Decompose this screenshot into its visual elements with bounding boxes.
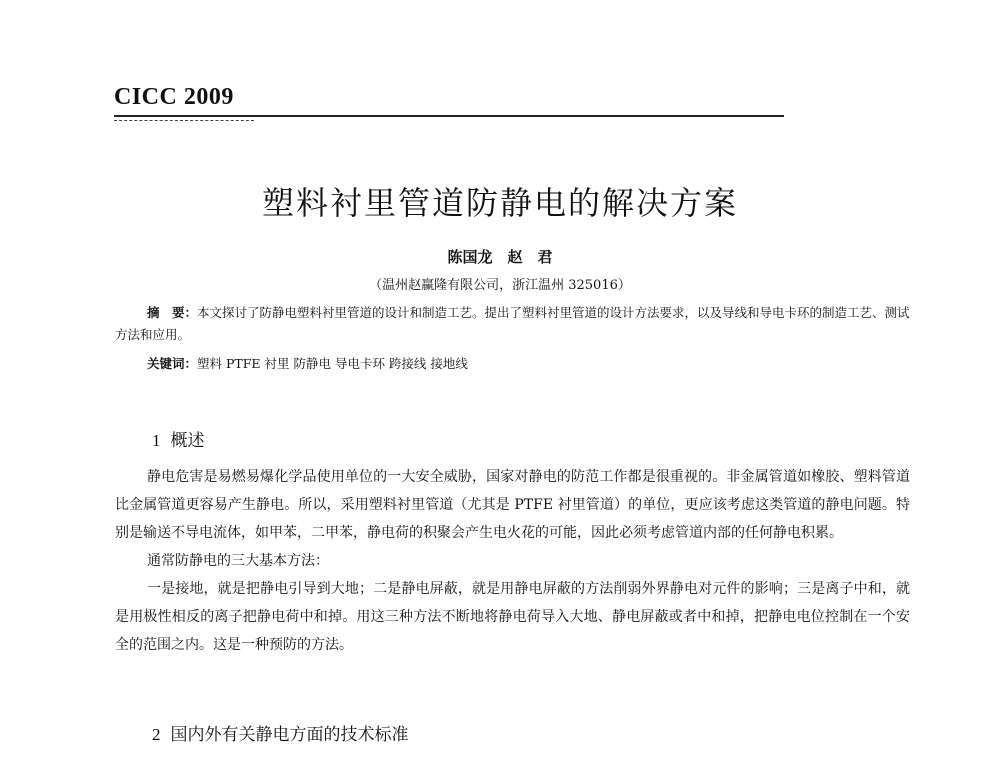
keywords [147, 354, 468, 372]
section-number: 1 [152, 431, 161, 450]
paragraph: 通常防静电的三大基本方法： [147, 553, 329, 569]
section-number: 2 [152, 725, 161, 744]
keywords-label: 关键词： [147, 356, 198, 371]
abstract [115, 302, 910, 346]
paragraph: 静电危害是易燃易爆化学品使用单位的一大安全威胁，国家对静电的防范工作都是很重视的。非金属管道如橡胶、塑料管道比金属管道更容易产生静电。所以，采用塑料衬里管道（尤其是 PTFE 衬里管道）的单位，更应该考虑这类管道的静电问题。特别是输送不导电流体，如甲苯，二甲苯，静电荷的积聚会产生电火花的可能，因此必须考虑管道内部的任何静电积累。 [115, 469, 910, 541]
page-header [114, 84, 784, 111]
keywords-text: 塑料 PTFE 衬里 防静电 导电卡环 跨接线 接地线 [197, 356, 468, 371]
paragraph: 一是接地，就是把静电引导到大地；二是静电屏蔽，就是用静电屏蔽的方法削弱外界静电对元件的影响；三是离子中和，就是用极性相反的离子把静电荷中和掉。用这三种方法不断地将静电荷导入大地、静电屏蔽或者中和掉，把静电电位控制在一个安全的范围之内。这是一种预防的方法。 [115, 581, 910, 653]
section-1-body [115, 463, 910, 659]
section-heading-2 [152, 720, 409, 745]
paper-authors: 陈国龙 赵 君 [447, 248, 553, 266]
conference-name: CICC 2009 [114, 84, 234, 110]
abstract-label: 摘 要： [147, 305, 198, 320]
abstract-text: 本文探讨了防静电塑料衬里管道的设计和制造工艺。提出了塑料衬里管道的设计方法要求，以及导线和导电卡环的制造工艺、测试方法和应用。 [115, 305, 910, 342]
header-rule-dashed [114, 120, 254, 121]
paper-title: 塑料衬里管道防静电的解决方案 [261, 184, 738, 222]
section-heading-1 [152, 426, 205, 451]
section-title: 概述 [170, 431, 205, 451]
section-title: 国内外有关静电方面的技术标准 [170, 725, 409, 745]
header-rule [114, 115, 784, 117]
paper-affiliation: （温州赵赢隆有限公司，浙江温州 325016） [369, 278, 631, 293]
